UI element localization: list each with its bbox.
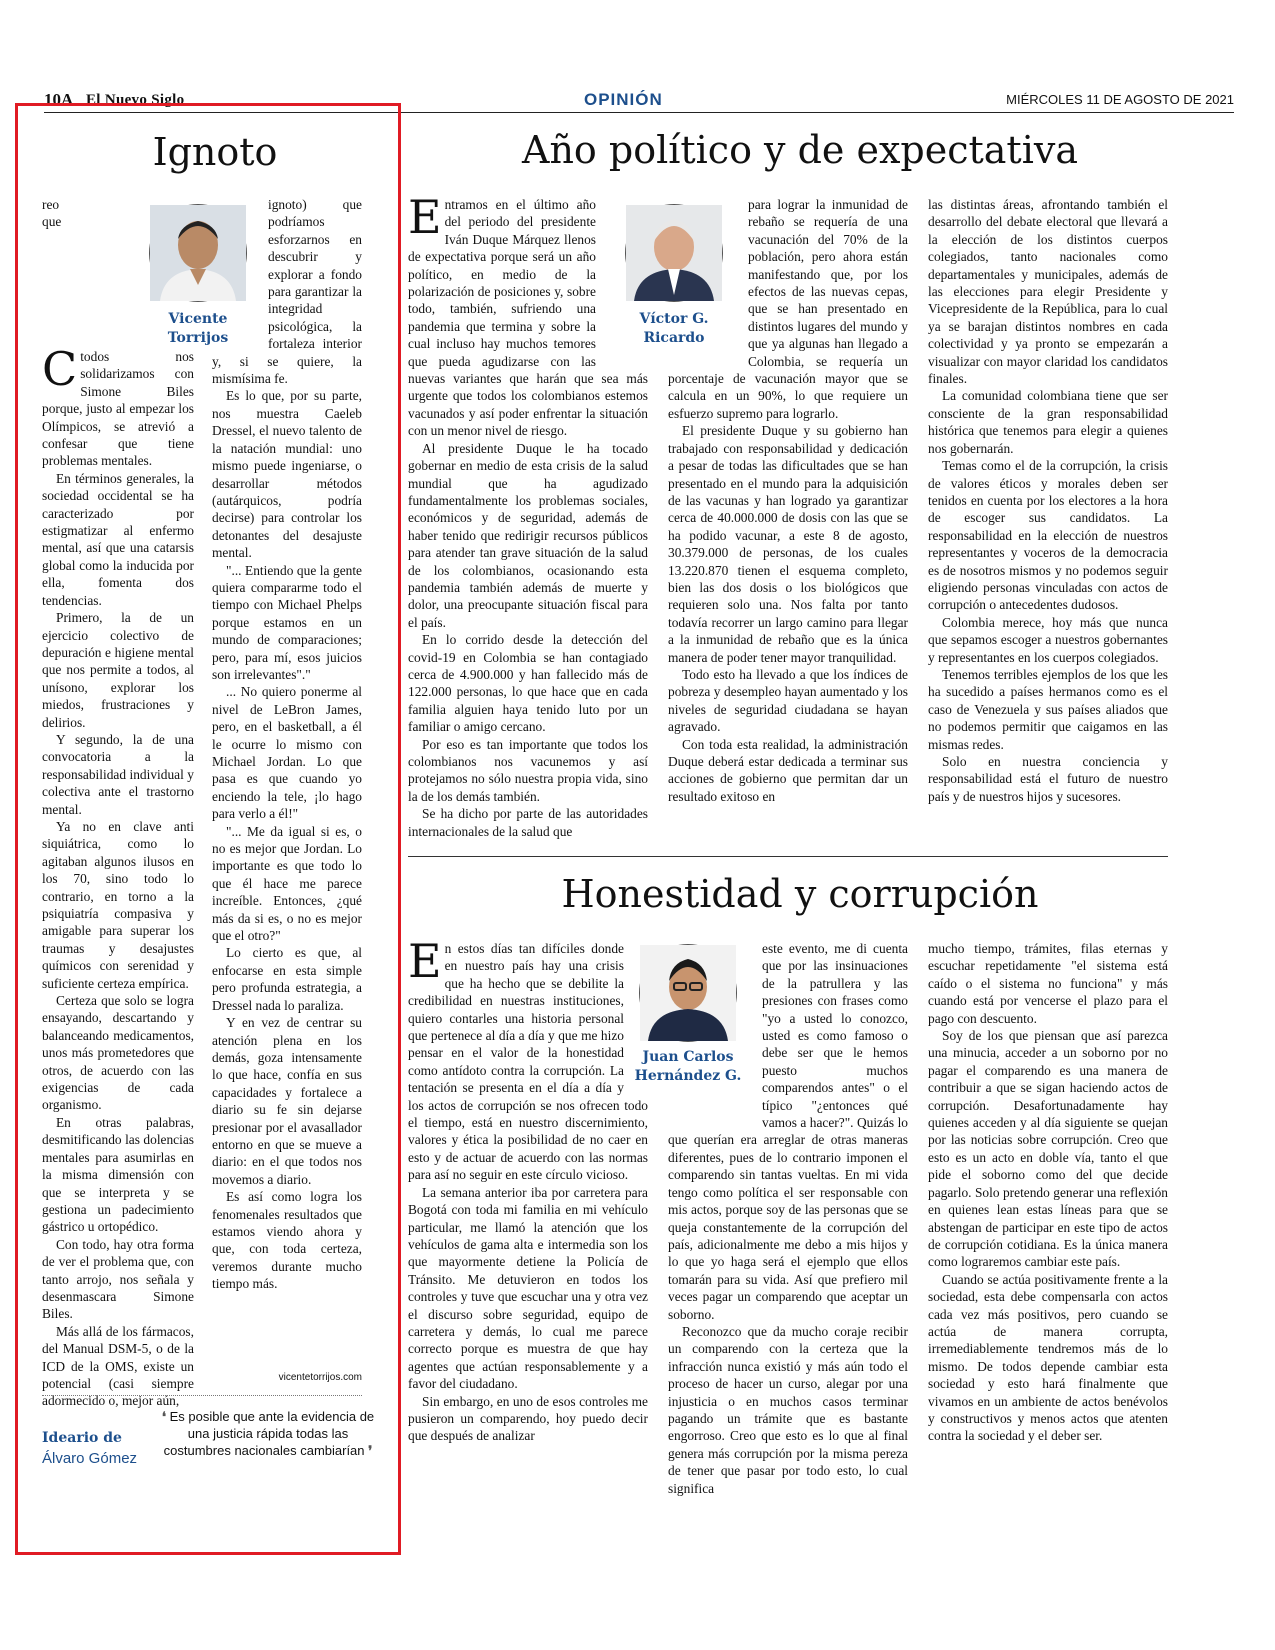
- paragraph: Colombia merece, hoy más que nunca que sepamos escoger a nuestros gobernantes y representantes en los cuerpos colegiados.: [928, 614, 1168, 665]
- paragraph: Temas como el de la corrupción, la crisis de valores éticos y morales deben ser tenidos en cuenta por los electores a la hora de escoger sus candidatos. La responsabilidad en la elección de nuestros representantes y voceros de la democracia es de nosotros mismos y no podemos seguir eligiendo personas vinculadas con actos de corrupción o antecedentes dudosos.: [928, 458, 1168, 613]
- close-quote-icon: ❜: [364, 1443, 373, 1458]
- paragraph: Es así como logra los fenomenales resultados que estamos viendo ahora y que, con toda certeza, veremos durante mucho tiempo más.: [212, 1189, 362, 1292]
- drop-cap: E: [408, 934, 442, 988]
- paragraph: este evento, me di cuenta que por las insinuaciones de la patrullera y las presiones con frases como "yo a usted lo conozco, usted es como famoso o debe ser que le hemos puesto muchos comparendos antes" o el típico "¿entonces qué vamos a hacer?". Quizás lo que querían era arreglar de otras maneras diferentes, pues de lo contrario imponen el comparendo sin tantas vueltas. En mi vida tengo como política el ser responsable con mis actos, porque soy de las personas que se queja constantemente de la corrupción del país, adicionalmente me debo a mis hijos y lo que yo haga será el ejemplo que ellos tomarán para su vida. Así que prefiero mil veces pagar un comparendo que aceptar un soborno.: [668, 941, 908, 1322]
- article-ignoto-column-1: [42, 196, 194, 1409]
- ideario-quote: [158, 1408, 378, 1459]
- paragraph: Con todo, hay otra forma de ver el problema que, con tanto arrojo, nos señala y desenmascara Simone Biles.: [42, 1236, 194, 1322]
- article-ignoto-title: Ignoto: [152, 130, 278, 174]
- paragraph: La comunidad colombiana tiene que ser consciente de la gran responsabilidad histórica que tenemos para elegir a quienes nos gobernarán.: [928, 388, 1168, 456]
- paragraph: Se ha dicho por parte de las autoridades internacionales de la salud que: [408, 806, 648, 839]
- paragraph: para lograr la inmunidad de rebaño se requería de una vacunación del 70% de la población, pero ahora están manifestando que, por los efectos de las nuevas cepas, que se han presentado en distintos lugares del mundo y que ya algunas han llegado a Colombia, se requería un porcentaje de vacunación mayor que se calcula en un 90%, lo que requiere un esfuerzo supremo para lograrlo.: [668, 197, 908, 421]
- paragraph: Tenemos terribles ejemplos de los que les ha sucedido a países hermanos como es el caso de Venezuela y sus países aliados que no podemos permitir que caigamos en las mismas redes.: [928, 666, 1168, 752]
- paragraph: reo que todos nos solidarizamos con Simone Biles porque, justo al empezar los Olímpicos, se atrevió a confesar que tiene problemas mentales.: [42, 197, 194, 469]
- paragraph: ... No quiero ponerme al nivel de LeBron James, pero, en el basketball, a él le ocurre lo mismo con Michael Jordan. Lo que pasa es que cuando yo enciendo la tele, ¡lo hago para verlo a él!": [212, 684, 362, 822]
- paragraph: Reconozco que da mucho coraje recibir un comparendo con la certeza que la infracción nunca existió y más aún todo el proceso de hacer un curso, alegar por una injusticia o en muchos casos terminar pagando un trámite que es bastante engorroso. Creo que esto es lo que al final genera más corrupción por la misma pereza de tener que pasar por todo esto, lo cual significa: [668, 1323, 908, 1496]
- paragraph: Soy de los que piensan que así parezca una minucia, acceder a un soborno por no pagar el comparendo es una manera de contribuir a que se sigan haciendo actos de corrupción. Desafortunadamente hay quienes acceden y al día siguiente se quejan por las noticias sobre corrupción. Creo que esto es un acto en doble vía, tanto el que pide el soborno como del que decide pagarlo. Solo pretendo generar una reflexión en quienes lean estas líneas para que se abstengan de participar en este tipo de actos de corrupción cotidiana. Es la única manera como lograremos cambiar este país.: [928, 1028, 1168, 1270]
- paragraph: Y en vez de centrar su atención plena en los demás, goza intensamente lo que hace, confía en sus capacidades y fortalece a diario su fe sin dejarse presionar por el avasallador entorno en que se mueve a diario: en el que todos nos movemos a diario.: [212, 1015, 362, 1187]
- paragraph: las distintas áreas, afrontando también el desarrollo del debate electoral que llevará a la elección de los distintos cuerpos colegiados, tanto nacionales como departamentales y municipales, además de las elecciones para elegir Presidente y Vicepresidente de la República, para lo cual ya se barajan distintos nombres en cada colectividad y ya pronto se empezarán a visualizar con mayor claridad los candidatos finales.: [928, 197, 1168, 387]
- article-ano-politico-title: Año político y de expectativa: [522, 128, 1078, 172]
- paragraph: El presidente Duque y su gobierno han trabajado con responsabilidad y dedicación a pesar de todas las dificultades que se han presentado en el mundo para la adquisición de las vacunas y han logrado ya garantizar cerca de 40.000.000 de dosis con las que se ha podido vacunar, a este 8 de agosto, 30.379.000 de personas, de los cuales 13.220.870 tienen el esquema completo, bien las dos dosis o los biológicos que requieren solo una. Nos falta por tanto todavía recorrer un largo camino para llegar a la inmunidad de rebaño que es la única manera de poder tener mayor tranquilidad.: [668, 423, 908, 665]
- newspaper-name: El Nuevo Siglo: [86, 92, 185, 108]
- paragraph: "... Me da igual si es, o no es mejor que Jordan. Lo importante es que todo lo que él hace me parece increíble. Entonces, ¿qué más da si es, o no es mejor que el otro?": [212, 823, 362, 944]
- paragraph: Por eso es tan importante que todos los colombianos nos vacunemos y así protejamos no sólo nuestra propia vida, sino la de los demás también.: [408, 736, 648, 804]
- open-quote-icon: ❛: [161, 1409, 170, 1424]
- ideario-name: Álvaro Gómez: [42, 1450, 138, 1467]
- article-honestidad-column-1: [408, 934, 648, 1480]
- author-name: Juan Carlos Hernández G.: [634, 1049, 742, 1084]
- paragraph: ntramos en el último año del periodo del presidente Iván Duque Márquez llenos de expectativa porque será un año político, en medio de la polarización de posiciones y, sobre todo, también, sufriendo una pandemia que termina y sobre la cual incluso hay muchos temores que pueda agudizarse con las nuevas variantes que harán que sea más urgente que todos los colombianos estemos vacunados y así poder enfrentar la situación con un menor nivel de riesgo.: [408, 197, 648, 439]
- paragraph: Con toda esta realidad, la administración Duque deberá estar dedicada a terminar sus acciones de gobierno que permitan dar un resultado exitoso en: [668, 736, 908, 804]
- paragraph: ignoto) que podríamos esforzarnos en descubrir y explorar a fondo para garantizar la integridad psicológica, la fortaleza interior y, si se quiere, la mismísima fe.: [212, 197, 362, 387]
- paragraph: Sin embargo, en uno de esos controles me pusieron un comparendo, hoy puedo decir que después de analizar: [408, 1393, 648, 1444]
- article-separator: [408, 856, 1168, 857]
- paragraph: Más allá de los fármacos, del Manual DSM-5, o de la ICD de la OMS, existe un potencial (casi siempre adormecido o, mejor aún,: [42, 1323, 194, 1409]
- divider: [42, 1395, 362, 1396]
- author-name: Vicente Torrijos: [167, 311, 229, 346]
- drop-cap: E: [408, 190, 442, 244]
- paragraph: Es lo que, por su parte, nos muestra Caeleb Dressel, el nuevo talento de la natación mundial: uno mismo puede ingeniarse, o desarrollar métodos (autárquicos, podría decirse) para controlar los detonantes del desajuste mental.: [212, 388, 362, 561]
- paragraph: En otras palabras, desmitificando las dolencias mentales para asumirlas en la misma dimensión con que se interpreta y se gestiona un padecimiento gástrico u ortopédico.: [42, 1114, 194, 1235]
- paragraph: mucho tiempo, trámites, filas eternas y escuchar repetidamente "el sistema está caído o el sistema no funciona" y más cuando está por vencerse el plazo para el pago con descuento.: [928, 941, 1168, 1026]
- paragraph: Al presidente Duque le ha tocado gobernar en medio de esta crisis de la salud mundial que ha agudizado fundamentalmente los problemas sociales, económicos y de seguridad, además de haber tenido que redirigir recursos públicos para atender tan grave situación de la salud de los colombianos, ocasionando esta pandemia también además de muerte y dolor, una preocupante situación fiscal para el país.: [408, 440, 648, 630]
- issue-date: MIÉRCOLES 11 DE AGOSTO DE 2021: [1006, 92, 1234, 107]
- paragraph: Ya no en clave anti siquiátrica, como lo agitaban algunos ilusos en los 70, sino todo lo contrario, en torno a la psiquiatría compasiva y amigable para superar los traumas y desajustes químicos con serenidad y suficiente certeza empírica.: [42, 818, 194, 991]
- paragraph: Todo esto ha llevado a que los índices de pobreza y desempleo hayan aumentado y los niveles de seguridad ciudadana se hayan agravado.: [668, 666, 908, 735]
- paragraph: Cuando se actúa positivamente frente a la sociedad, esta debe compensarla con actos cada vez más positivos, pero cuando se actúa de manera corrupta, irremediablemente tendremos más de lo mismo. De todos depende cambiar esta sociedad y esto hará finalmente que vivamos en un ambiente de actos benévolos y constructivos y menos actos que atenten contra la sociedad y el deber ser.: [928, 1271, 1168, 1444]
- paragraph: En términos generales, la sociedad occidental se ha caracterizado por estigmatizar al enfermo mental, así que una catarsis global como la inducida por ella, fomenta dos tendencias.: [42, 470, 194, 608]
- section-label: OPINIÓN: [584, 90, 663, 109]
- paragraph: Primero, la de un ejercicio colectivo de depuración e higiene mental que nos permite a todos, al unísono, explorar los miedos, frustraciones y delirios.: [42, 610, 194, 730]
- article-ano-politico-column-1: [408, 190, 648, 839]
- article-ignoto-column-2: [212, 196, 362, 1372]
- article-honestidad-column-3: [928, 940, 1168, 1480]
- ideario-label: Ideario de: [42, 1430, 122, 1446]
- paragraph: Lo cierto es que, al enfocarse en esta simple pero profunda estrategia, a Dressel nada lo paraliza.: [212, 945, 362, 1013]
- paragraph: Y segundo, la de una convocatoria a la responsabilidad individual y colectiva ante el trastorno mental.: [42, 731, 194, 817]
- page-number: 10A: [44, 90, 74, 109]
- author-website: vicentetorrijos.com: [278, 1372, 362, 1383]
- author-name: Víctor G. Ricardo: [639, 311, 709, 346]
- paragraph: En lo corrido desde la detección del covid-19 en Colombia se han contagiado cerca de 4.900.000 y han fallecido más de 122.000 personas, lo que hace que en cada familia alguien haya tenido luto por un familiar o amigo cercano.: [408, 632, 648, 735]
- article-honestidad-title: Honestidad y corrupción: [561, 872, 1039, 916]
- paragraph: La semana anterior iba por carretera para Bogotá con toda mi familia en mi vehículo particular, me llamó la atención que los vehículos de gama alta e intermedia son los que mayormente detiene la Policía de Tránsito. Me detuvieron en todos los controles y tuve que escuchar una y otra vez el discurso sobre seguridad, equipo de carretera y demás, lo cual me parece correcto porque es muestra de que hay agentes que actúan responsablemente y a favor del ciudadano.: [408, 1184, 648, 1392]
- drop-cap: C: [42, 342, 78, 396]
- paragraph: Certeza que solo se logra ensayando, descartando y balanceando medicamentos, unos más prometedores que otros, de acuerdo con las exigencias de cada organismo.: [42, 993, 194, 1113]
- paragraph: "... Entiendo que la gente quiera compararme todo el tiempo con Michael Phelps porque estamos en un mundo de comparaciones; pero, para mí, esos juicios son irrelevantes".": [212, 562, 362, 682]
- article-ano-politico-column-3: [928, 196, 1168, 836]
- paragraph: Solo en nuestra conciencia y responsabilidad está el futuro de nuestro país y de nuestros hijos y sucesores.: [928, 754, 1168, 804]
- article-ano-politico-column-2: [668, 196, 908, 836]
- paragraph: n estos días tan difíciles donde en nuestro país hay una crisis que ha hecho que se debilite la credibilidad en nuestras instituciones, quiero contarles una historia personal que pertenece al día a día y que me hizo pensar en el valor de la honestidad como antídoto contra la corrupción. La tentación se presenta en el día a día y los actos de corrupción se nos ofrecen todo el tiempo, está en nuestro discernimiento, valores y ética la posibilidad de no caer en esto y de actuar de acuerdo con las normas para así no seguir en este círculo vicioso.: [408, 941, 648, 1183]
- quote-text: Es posible que ante la evidencia de una justicia rápida todas las costumbres nacionales cambiarían: [163, 1409, 375, 1458]
- article-honestidad-column-2: [668, 940, 908, 1496]
